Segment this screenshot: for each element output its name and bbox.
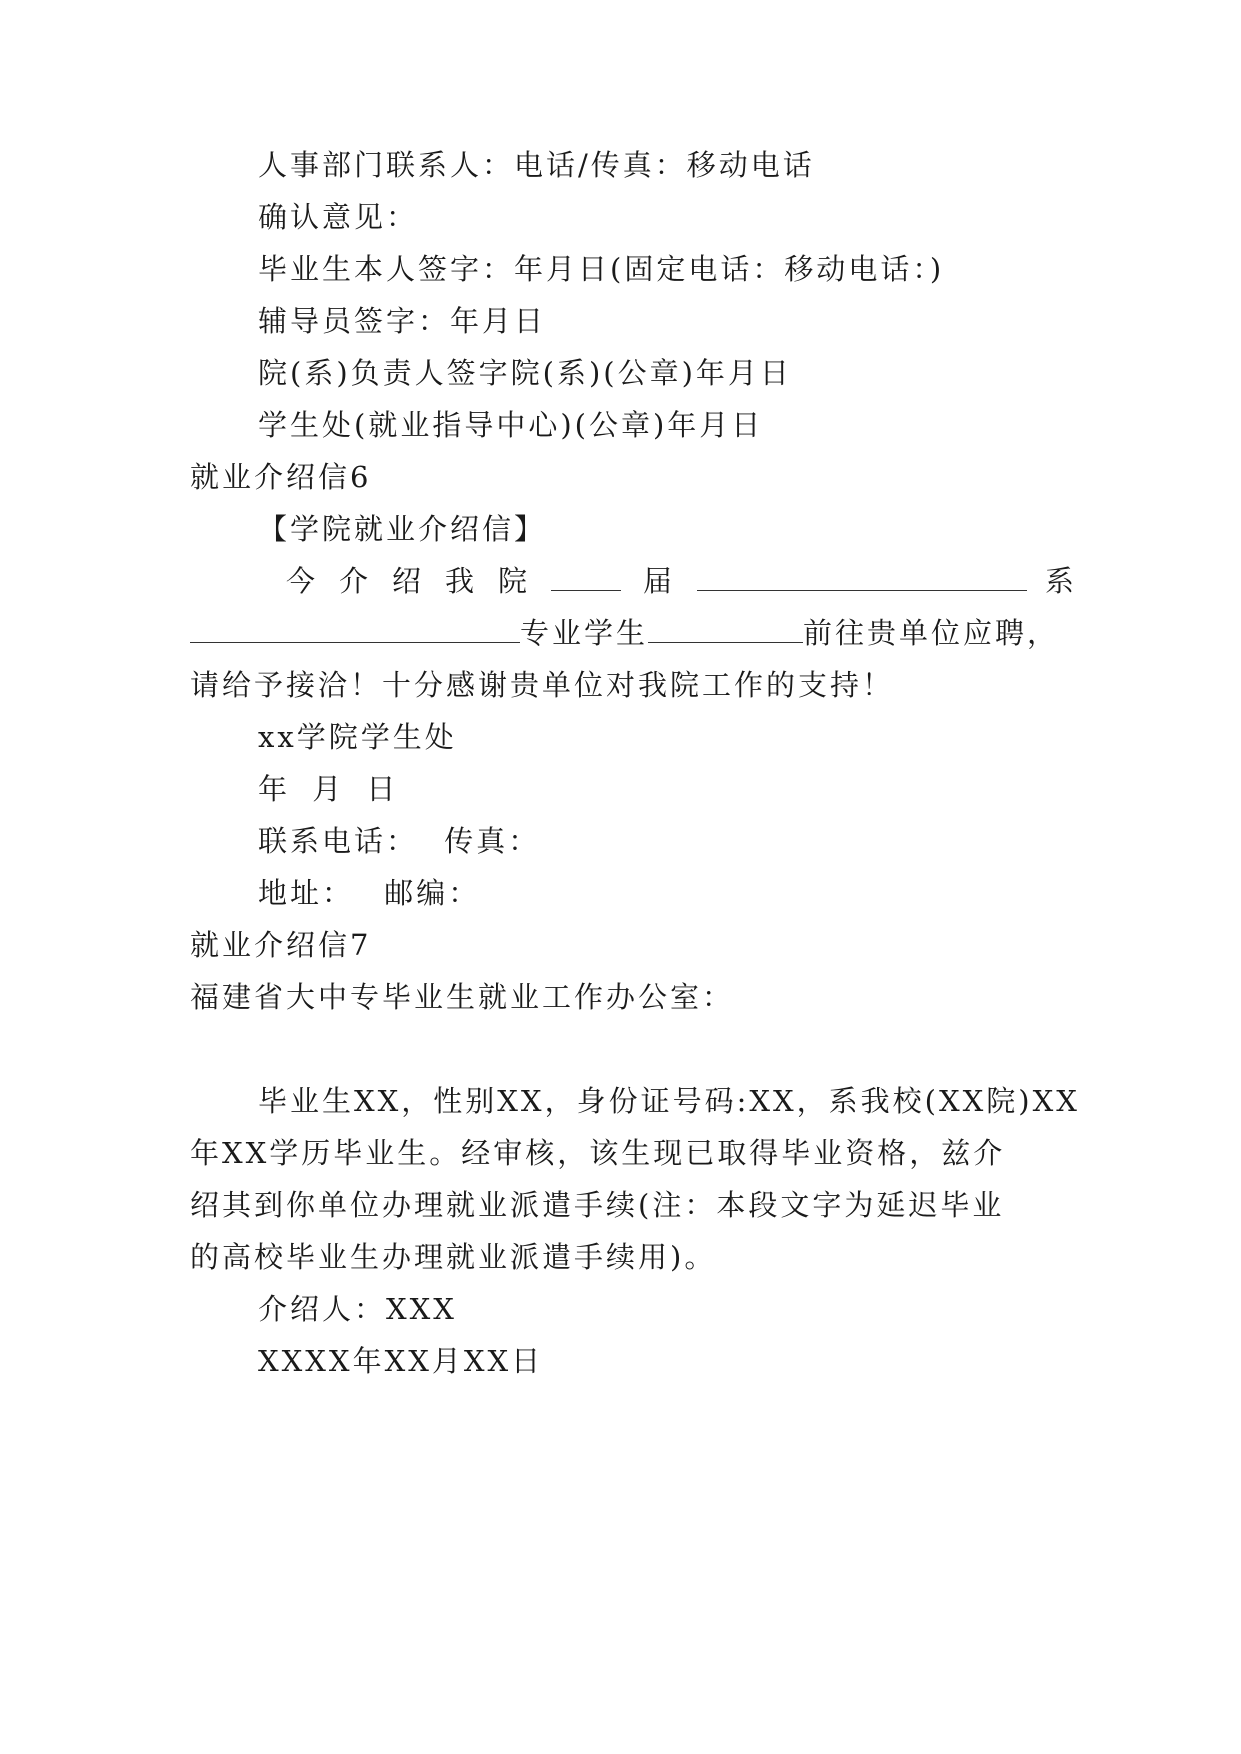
- section-6-title: 【学院就业介绍信】: [258, 512, 547, 546]
- body-line-3: 绍其到你单位办理就业派遣手续(注：本段文字为延迟毕业: [190, 1188, 1005, 1222]
- body-line-4: 的高校毕业生办理就业派遣手续用)。: [190, 1240, 717, 1274]
- body-line-1: 毕业生XX，性别XX，身份证号码:XX，系我校(XX院)XX: [258, 1084, 1080, 1118]
- hr-contact-line: 人事部门联系人：电话/传真：移动电话: [258, 148, 815, 182]
- counselor-signature-line: 辅导员签字：年月日: [258, 304, 547, 338]
- date-line: 年 月 日: [258, 772, 399, 806]
- intro-text-e: 前往贵单位应聘，: [803, 616, 1060, 650]
- address-line: 地址： 邮编：: [258, 876, 481, 910]
- intro-text-a: 今介绍我院: [286, 564, 552, 598]
- intro-paragraph-line-3: 请给予接洽！十分感谢贵单位对我院工作的支持！: [190, 668, 895, 702]
- body-line-2: 年XX学历毕业生。经审核，该生现已取得毕业资格，兹介: [190, 1136, 1006, 1170]
- major-blank: [190, 618, 520, 643]
- confirm-opinion-line: 确认意见：: [258, 200, 419, 234]
- department-blank: [697, 566, 1027, 591]
- year-blank: [551, 566, 621, 591]
- intro-paragraph-line-2: [190, 613, 1059, 653]
- contact-line: 联系电话： 传真：: [258, 824, 541, 858]
- student-name-blank: [648, 618, 803, 643]
- department-signature-line: 院(系)负责人签字院(系)(公章)年月日: [258, 356, 792, 390]
- intro-text-b: 届: [643, 564, 676, 598]
- intro-paragraph-line-1: [286, 561, 1077, 601]
- section-7-heading: 就业介绍信7: [190, 928, 372, 962]
- graduate-signature-line: 毕业生本人签字：年月日(固定电话：移动电话：): [258, 252, 945, 286]
- section-7-date-line: XXXX年XX月XX日: [258, 1344, 544, 1378]
- intro-text-c: 系: [1045, 564, 1078, 598]
- introducer-line: 介绍人：XXX: [258, 1292, 457, 1326]
- issuer-line: xx学院学生处: [258, 720, 457, 754]
- student-office-line: 学生处(就业指导中心)(公章)年月日: [258, 408, 764, 442]
- addressee-line: 福建省大中专毕业生就业工作办公室：: [190, 980, 735, 1014]
- section-6-heading: 就业介绍信6: [190, 460, 372, 494]
- intro-text-d: 专业学生: [520, 616, 649, 650]
